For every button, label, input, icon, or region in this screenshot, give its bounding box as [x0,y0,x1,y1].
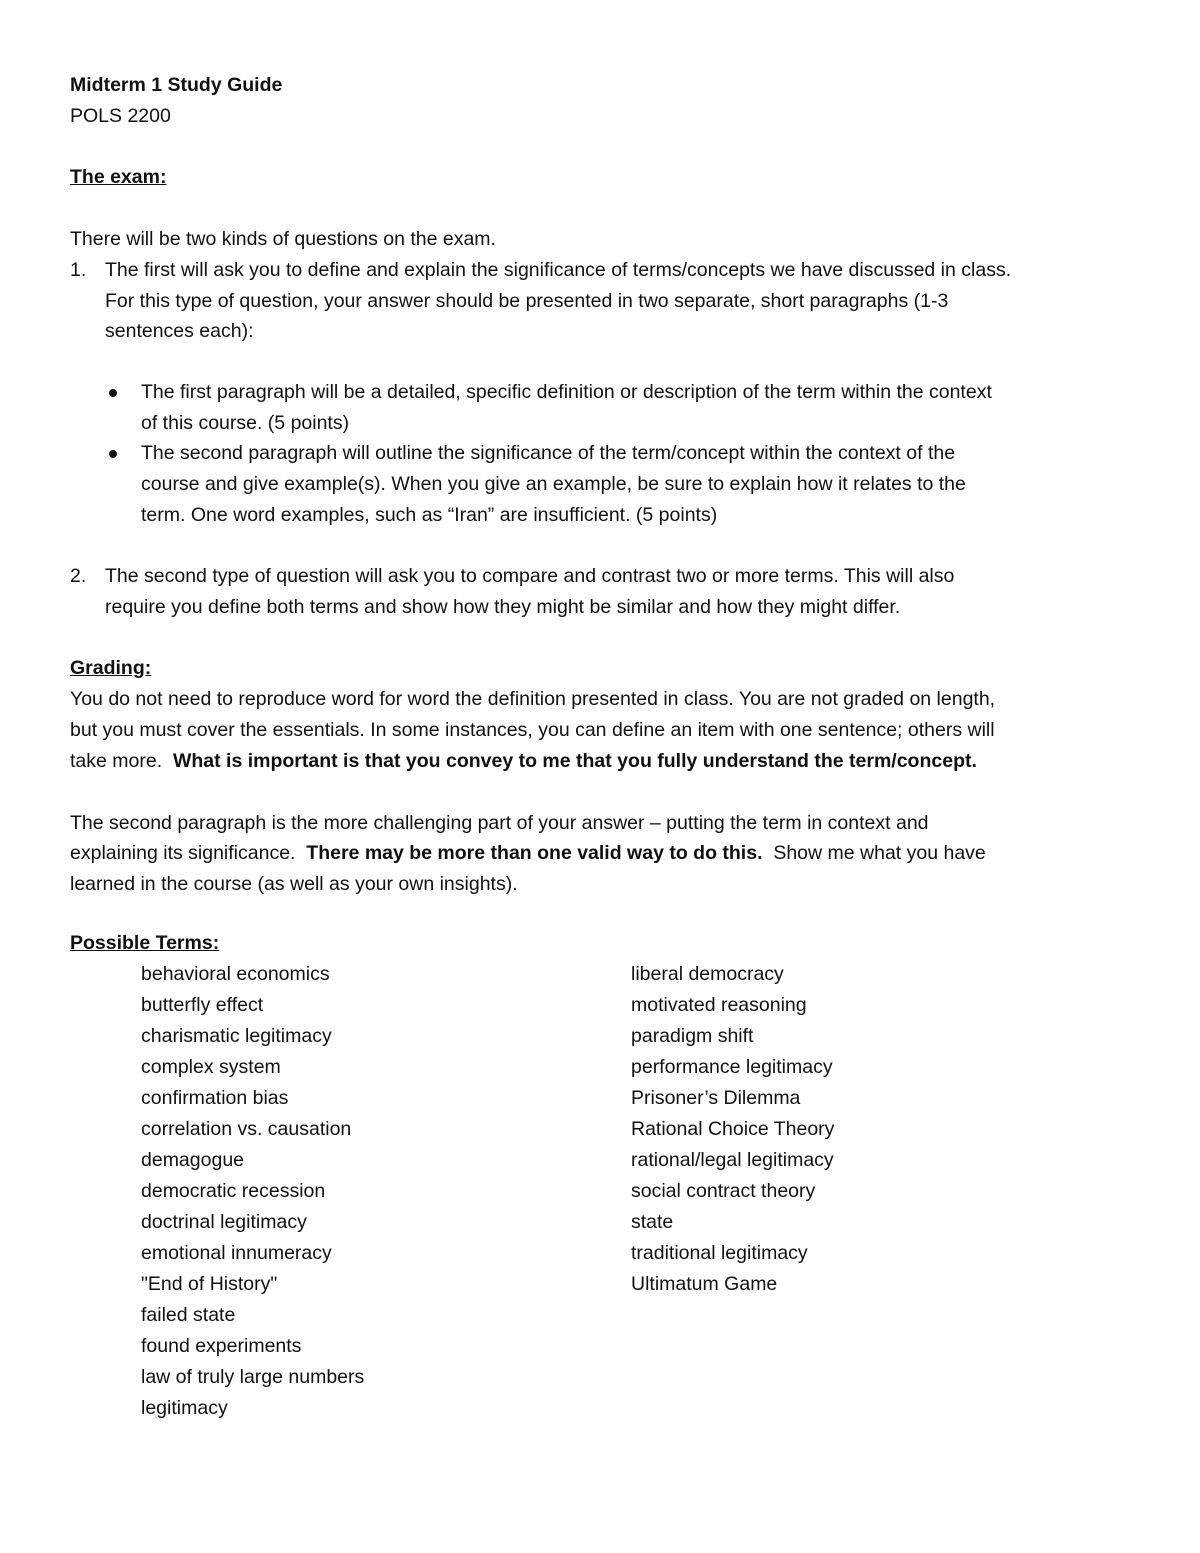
bullet-1-line-1: The first paragraph will be a detailed, specific definition or description of the term within the context [141,381,992,403]
term-item: performance legitimacy [631,1056,833,1078]
grading-p2-line-1: The second paragraph is the more challenging part of your answer – putting the term in context and [70,812,929,834]
term-item: complex system [141,1056,281,1078]
term-item: emotional innumeracy [141,1242,332,1264]
document-title: Midterm 1 Study Guide [70,74,283,96]
term-item: social contract theory [631,1180,816,1202]
term-item: paradigm shift [631,1025,754,1047]
grading-p2-line-2-plain: explaining its significance. [70,842,307,864]
bullet-2-line-1: The second paragraph will outline the significance of the term/concept within the context of the [141,442,956,464]
bullet-1-line-2: of this course. (5 points) [141,412,350,434]
question-1-line-1: The first will ask you to define and explain the significance of terms/concepts we have discussed in class. [105,259,1012,281]
term-item: Rational Choice Theory [631,1118,835,1140]
term-item: correlation vs. causation [141,1118,352,1140]
question-2-line-1: The second type of question will ask you to compare and contrast two or more terms. This will also [105,565,955,587]
term-item: butterfly effect [141,994,264,1016]
question-1-number: 1. [70,259,87,281]
bullet-icon [109,450,117,458]
grading-p2-emphasis: There may be more than one valid way to do this. [306,842,763,864]
term-item: doctrinal legitimacy [141,1211,307,1233]
term-item: democratic recession [141,1180,326,1202]
term-item: motivated reasoning [631,994,807,1016]
term-item: found experiments [141,1335,302,1357]
question-2-number: 2. [70,565,87,587]
bullet-2-line-2: course and give example(s). When you give an example, be sure to explain how it relates to the [141,473,966,495]
bullet-2-line-3: term. One word examples, such as “Iran” are insufficient. (5 points) [141,504,718,526]
grading-p1-line-1: You do not need to reproduce word for word the definition presented in class. You are not graded on length, [70,688,996,710]
grading-p2-line-2-tail: Show me what you have [762,842,986,864]
term-item: charismatic legitimacy [141,1025,332,1047]
grading-emphasis: What is important is that you convey to me that you fully understand the term/concept. [172,750,977,772]
term-item: Ultimatum Game [631,1273,778,1295]
term-item: failed state [141,1304,236,1326]
term-item: behavioral economics [141,963,330,985]
bullet-icon [109,389,117,397]
exam-intro: There will be two kinds of questions on the exam. [70,228,496,250]
terms-heading: Possible Terms: [70,932,220,954]
term-item: state [631,1211,674,1233]
term-item: "End of History" [141,1273,278,1295]
course-code: POLS 2200 [70,105,171,127]
term-item: confirmation bias [141,1087,289,1109]
term-item: law of truly large numbers [141,1366,365,1388]
term-item: legitimacy [141,1397,228,1419]
term-item: demagogue [141,1149,245,1171]
term-item: liberal democracy [631,963,784,985]
grading-p2-line-2 [70,838,986,869]
grading-p1-line-3-plain: take more. [70,750,173,772]
question-1-line-3: sentences each): [105,320,254,342]
exam-heading: The exam: [70,166,167,188]
term-item: traditional legitimacy [631,1242,808,1264]
grading-p2-line-3: learned in the course (as well as your own insights). [70,873,518,895]
question-2-line-2: require you define both terms and show how they might be similar and how they might differ. [105,596,901,618]
grading-p1-line-3 [70,746,977,777]
grading-heading: Grading: [70,657,152,679]
term-item: Prisoner’s Dilemma [631,1087,801,1109]
term-item: rational/legal legitimacy [631,1149,834,1171]
question-1-line-2: For this type of question, your answer should be presented in two separate, short paragraphs (1-3 [105,290,949,312]
grading-p1-line-2: but you must cover the essentials. In some instances, you can define an item with one sentence; others will [70,719,995,741]
